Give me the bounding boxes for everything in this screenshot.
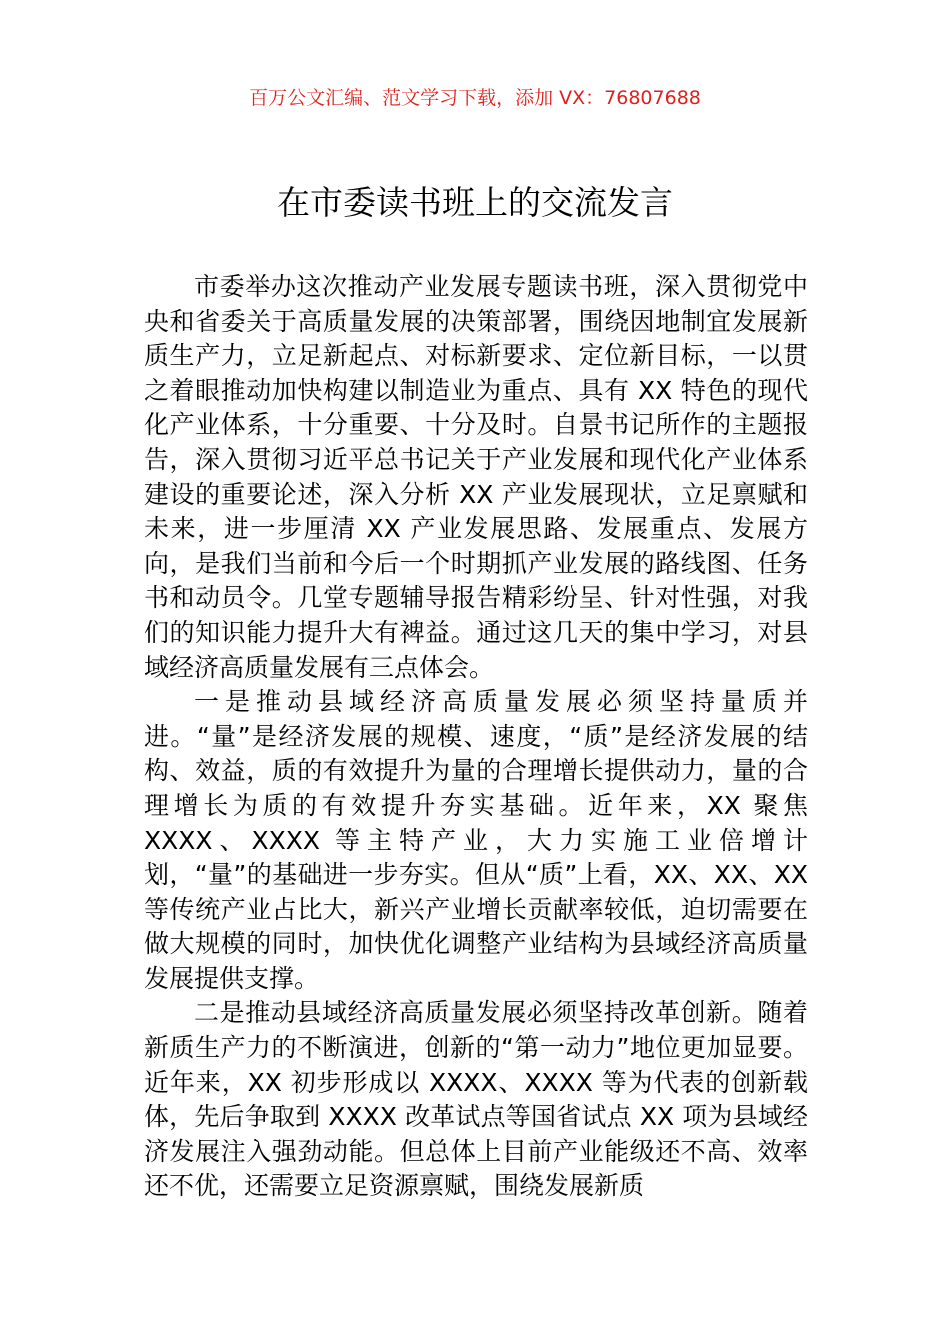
header-note: 百万公文汇编、范文学习下载，添加 VX：76807688 [249,87,701,109]
document-title: 在市委读书班上的交流发言 [277,183,673,222]
document-body [144,270,808,1204]
paragraph: 二是推动县域经济高质量发展必须坚持改革创新。随着新质生产力的不断演进，创新的“第一动力”地位更加显要。近年来，XX 初步形成以 XXXX、XXXX 等为代表的创新载体，先后争取到 XXXX 改革试点等国省试点 XX 项为县域经济发展注入强劲动能。但总体上目前产业能级还不高、效率还不优，还需要立足资源禀赋，围绕发展新质 [144,998,808,1201]
paragraph: 市委举办这次推动产业发展专题读书班，深入贯彻党中央和省委关于高质量发展的决策部署，围绕因地制宜发展新质生产力，立足新起点、对标新要求、定位新目标，一以贯之着眼推动加快构建以制造业为重点、具有 XX 特色的现代化产业体系，十分重要、十分及时。自景书记所作的主题报告，深入贯彻习近平总书记关于产业发展和现代化产业体系建设的重要论述，深入分析 XX 产业发展现状，立足禀赋和未来，进一步厘清 XX 产业发展思路、发展重点、发展方向，是我们当前和今后一个时期抓产业发展的路线图、任务书和动员令。几堂专题辅导报告精彩纷呈、针对性强，对我们的知识能力提升大有裨益。通过这几天的集中学习，对县域经济高质量发展有三点体会。 [144,272,808,682]
paragraph: 一是推动县域经济高质量发展必须坚持量质并进。“量”是经济发展的规模、速度，“质”是经济发展的结构、效益，质的有效提升为量的合理增长提供动力，量的合理增长为质的有效提升夯实基础。近年来，XX 聚焦 XXXX、XXXX 等主特产业，大力实施工业倍增计划，“量”的基础进一步夯实。但从“质”上看，XX、XX、XX 等传统产业占比大，新兴产业增长贡献率较低，迫切需要在做大规模的同时，加快优化调整产业结构为县域经济高质量发展提供支撑。 [144,687,808,993]
